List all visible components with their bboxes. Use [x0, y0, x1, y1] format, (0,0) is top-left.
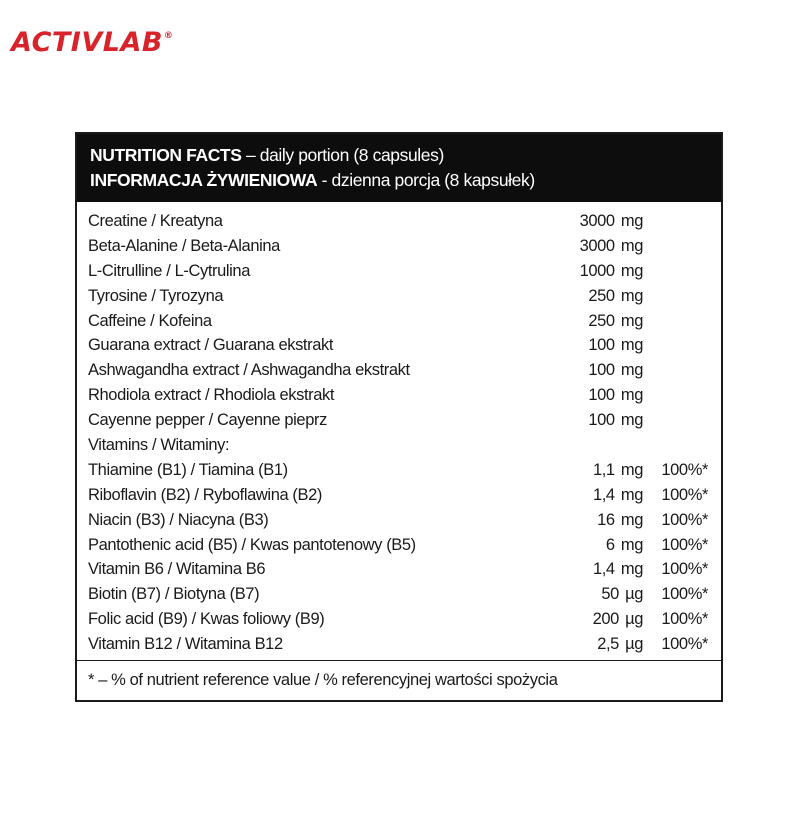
nutrient-row — [77, 633, 721, 658]
header-line-english — [90, 143, 721, 168]
nutrient-name: Riboflavin (B2) / Ryboflawina (B2) — [88, 485, 322, 504]
nutrient-row — [77, 409, 721, 434]
nutrient-name: Folic acid (B9) / Kwas foliowy (B9) — [88, 610, 325, 629]
nutrition-header — [77, 134, 721, 202]
nutrient-name: Ashwagandha extract / Ashwagandha ekstrakt — [88, 361, 410, 380]
nutrient-name: Guarana extract / Guarana ekstrakt — [88, 336, 334, 355]
nutrient-name: Caffeine / Kofeina — [88, 311, 212, 330]
nutrient-amount: 16 mg — [597, 510, 643, 529]
nutrient-name: Biotin (B7) / Biotyna (B7) — [88, 585, 260, 604]
vitamins-heading-row — [77, 434, 721, 459]
nutrient-percent: 100%* — [661, 560, 708, 579]
nutrient-row — [77, 384, 721, 409]
nutrient-amount: 50 µg — [601, 585, 643, 604]
nutrient-name: Beta-Alanine / Beta-Alanina — [88, 236, 280, 255]
nutrient-amount: 1000 mg — [579, 261, 643, 280]
nutrient-amount: 3000 mg — [579, 236, 643, 255]
nutrient-row — [77, 509, 721, 534]
nutrient-name: Tyrosine / Tyrozyna — [88, 286, 224, 305]
nutrient-amount: 3000 mg — [579, 212, 643, 230]
nutrient-row — [77, 285, 721, 310]
nutrient-percent: 100%* — [661, 485, 708, 504]
nutrient-amount: 250 mg — [588, 311, 643, 330]
nutrient-amount: 2,5 µg — [597, 635, 643, 654]
header-title-polish: INFORMACJA ŻYWIENIOWA — [90, 170, 318, 190]
nutrient-row — [77, 558, 721, 583]
nutrient-name: Rhodiola extract / Rhodiola ekstrakt — [88, 386, 335, 405]
nutrient-name: Cayenne pepper / Cayenne pieprz — [88, 411, 327, 430]
nutrient-percent: 100%* — [661, 460, 708, 479]
nutrient-row — [77, 210, 721, 235]
header-subtitle-polish: - dzienna porcja (8 kapsułek) — [317, 170, 535, 190]
nutrient-row — [77, 334, 721, 359]
nutrient-percent: 100%* — [661, 510, 708, 529]
nutrient-name: Vitamin B12 / Witamina B12 — [88, 635, 283, 654]
nutrient-amount: 100 mg — [588, 336, 643, 355]
nutrient-amount: 1,1 mg — [592, 460, 643, 479]
footnote-divider — [77, 660, 721, 661]
nutrient-amount: 200 µg — [592, 610, 643, 629]
vitamins-heading: Vitamins / Witaminy: — [88, 436, 230, 455]
nutrient-row — [77, 534, 721, 559]
nutrient-amount: 100 mg — [588, 411, 643, 430]
nutrient-amount: 100 mg — [588, 386, 643, 405]
header-subtitle-english: – daily portion (8 capsules) — [241, 145, 444, 165]
nutrient-row — [77, 608, 721, 633]
header-line-polish — [90, 168, 721, 193]
nutrient-name: Pantothenic acid (B5) / Kwas pantotenowy (B5) — [88, 535, 416, 554]
nutrient-name: Vitamin B6 / Witamina B6 — [88, 560, 266, 579]
nutrient-amount: 100 mg — [588, 361, 643, 380]
nutrient-row — [77, 235, 721, 260]
nutrition-facts-panel — [75, 132, 723, 702]
nutrient-row — [77, 459, 721, 484]
nutrient-name: Creatine / Kreatyna — [88, 212, 223, 230]
registered-mark: ® — [163, 31, 174, 41]
nutrient-name: Thiamine (B1) / Tiamina (B1) — [88, 460, 288, 479]
nutrient-list — [77, 210, 721, 658]
footnote: * – % of nutrient reference value / % referencyjnej wartości spożycia — [88, 671, 558, 689]
activlab-logo — [11, 27, 173, 58]
nutrient-amount: 250 mg — [588, 286, 643, 305]
nutrient-row — [77, 359, 721, 384]
nutrient-amount: 1,4 mg — [592, 485, 643, 504]
nutrient-amount: 1,4 mg — [592, 560, 643, 579]
nutrient-name: L-Citrulline / L-Cytrulina — [88, 261, 250, 280]
nutrient-percent: 100%* — [661, 535, 708, 554]
header-title-english: NUTRITION FACTS — [90, 145, 242, 165]
nutrient-percent: 100%* — [661, 635, 708, 654]
nutrient-row — [77, 260, 721, 285]
nutrient-percent: 100%* — [661, 585, 708, 604]
logo-text: ACTIVLAB — [11, 27, 163, 58]
nutrient-percent: 100%* — [661, 610, 708, 629]
nutrient-amount: 6 mg — [605, 535, 643, 554]
nutrient-row — [77, 484, 721, 509]
nutrient-row — [77, 583, 721, 608]
nutrient-name: Niacin (B3) / Niacyna (B3) — [88, 510, 269, 529]
nutrient-row — [77, 310, 721, 335]
